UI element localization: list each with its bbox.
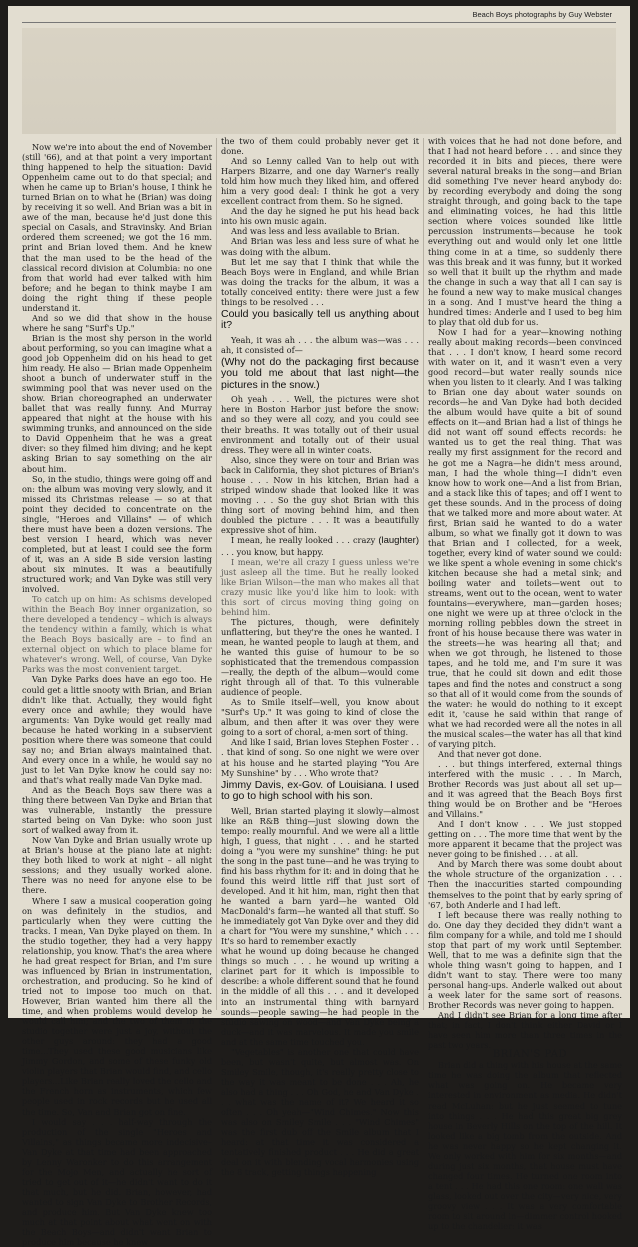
paragraph xyxy=(221,535,419,557)
paragraph: I left because there was really nothing to do. One day they decided they didn't want a film company for a while, and told me I should stop that part of my work until September. Well, that to me was a definite sign that the whole thing wasn't going to happen, and I didn't want to stay. There were too many personal hang-ups. Anderle walked out about a week later for the same sort of reasons. Brother Records was never going to happen. xyxy=(428,909,622,1011)
paragraph: Also, since they were on tour and Brian was back in California, they shot pictures of Brian's house . . . Now in his kitchen, Brian had a striped window shade that looked like it was moving . . . So the guy shot Brian with this thing sort of moving behind him, and then doubled the picture . . . It was a beautifully expressive shot of him. xyxy=(221,454,419,535)
paragraph: And I didn't see Brian for a long time after that; in fact, I don't think either David or I have seen him more than three times in the past two years. xyxy=(428,1010,622,1051)
column-1 xyxy=(22,142,212,1247)
magazine-page xyxy=(8,6,630,1247)
photo-credit: Beach Boys photographs by Guy Webster xyxy=(472,10,612,19)
interviewer-question: Jimmy Davis, ex-Gov. of Louisiana. I used to go to high school with his son. xyxy=(221,778,419,803)
column-divider xyxy=(423,138,424,1010)
paragraph: So, in the studio, things were going off and on: the album was moving very slowly, and it missed its Christmas release — so at that point they decided to concentrate on the single, "Heroes and Villains" — of which there must have been a dozen versions. The best version I heard, which was never completed, but at least I could see the form of it, was an A side B side version lasting about six minutes. It was a beautifully structured work; and Van Dyke was still very involved. xyxy=(22,473,212,595)
column-2 xyxy=(221,136,419,1178)
paragraph: Brian did a thing with his house at the same time he was doing the album that reflected what was going on. He became very interested in environment as media. He didn't read McLuhan: but he just seemed to tune into things . . . He had this great big grey house in Beverly Hills on the top of the hill. It looked like a big tomb from the outside. And he was never happy so he kept changing it. We only worked with him for six months—and during just six months, that house must have changed four times. He turned one room into a tent . . . He had this one room: one wall was glass, looked out over the city—very nice, very groovy view . . . It was a very comfortable room to sit around in—dimmer control hooked up to the chandelier: it was xyxy=(428,1060,622,1232)
paragraph: But let me say that I think that while the Beach Boys were in England, and while Brian was doing the tracks for the album, it was a totally conceived entity: there were just a few things to be resolved . . . xyxy=(221,256,419,307)
column-divider xyxy=(216,138,217,1010)
paragraph: . . . but things interfered, external things interfered with the music . . . In March, Brother Records was just about all set up—and it was agreed that the Beach Boys first thing would be on Brother and be "Heroes and Villains." xyxy=(428,758,622,820)
paragraph: And that never got done. xyxy=(438,748,542,759)
paragraph: Well, Brian started playing it slowly—almost like an R&B thing—just slowing down the tempo: really mournful. And we were all a little high, I guess, that night . . . and he started doing a "you were my sunshine" thing: he put the song in the past tune—and he was trying to find his bass rhythm for it: and in doing that he found this weird little riff that just sort of developed. And it hit him, man, right then that he wanted a barn yard—he wanted Old MacDonald's farm—he wanted all that stuff. So he immediately got Van Dyke over and they did a chart for "You were my sunshine," which . . . It's so hard to remember exactly xyxy=(221,805,419,947)
paragraph: And Brian was less and less sure of what he was doing with the album. xyxy=(221,236,419,257)
paragraph: Now Van Dyke and Brian usually wrote up at Brian's house at the piano late at night: they both liked to work at night – all night sessions; and they usually worked alone. There was no need for anyone else to be there. xyxy=(22,835,212,896)
paragraph: And as the Beach Boys saw there was a thing there between Van Dyke and Brian that was vulnerable, instantly the pressure started being on Van Dyke: who soon just sort of walked away from it. xyxy=(22,785,212,836)
paragraph: "Vegetables" is another one that could have been, but wasn't quite, but almost was. On Smiley Smile, though, it's really pretty close to the way it was meant to be done . . . Ah, he also had a thing . . . Oh God, he and Van Dyke . . . what was the name of it? We heard it so often . . . Oh yeah—"Wind Chimes." Now this was also on Smiley Smile . . . "Wind Chimes" was the first dub off the Smile album that I heard: at that time it was considered a tentatively finished product . . . He did a great deal on it with blending vocal harmonies using the 8 track, getting things happening xyxy=(221,1046,419,1178)
text: I mean, he really looked . . . crazy xyxy=(231,535,376,546)
column-3 xyxy=(428,136,622,1232)
paragraph: Yeah, it was ah . . . the album was—was . . . ah, it consisted of— xyxy=(221,334,419,355)
paragraph: Oh yeah . . . Well, the pictures were shot here in Boston Harbor just before the snow: and so they were all cozy, and you could see their breaths. It was totally out of their usual environment and totally out of their usual dress. They were all in winter coats. xyxy=(221,394,419,455)
paragraph: And so we did that show in the house where he sang "Surf's Up." xyxy=(22,312,212,333)
paragraph: And like I said, Brian loves Stephen Foster . . . that kind of song. So one night we were over at his house and he started playing "You Are My Sunshine" by . . . Who wrote that? xyxy=(221,737,419,778)
text: . . . you know, but happy. xyxy=(221,546,324,557)
paragraph: And so Lenny called Van to help out with Harpers Bizarre, and one day Warner's really told him how much they liked him, and offered him a very good deal: I think he got a very excellent contract from them. So he signed. xyxy=(221,156,419,207)
paragraph: To catch up on him: As schisms developed within the Beach Boy inner organization, so there developed a tendency – which is always the tendency within a family, which is what the Beach Boys basically are – to find an external object on which to place blame for whatever's wrong. Well, of course, Van Dyke Parks was the most convenient target. xyxy=(22,594,212,675)
paragraph: The pictures, though, were definitely unflattering, but they're the ones he wanted. I mean, he wanted people to laugh at them, and he wanted this guise of humour to be so sophisticated that the tremendous compassion—really, the depth of the album—would come right through all of that. To this vulnerable audience of people. xyxy=(221,616,419,698)
paragraph: I mean, we're all crazy I guess unless we're just asleep all the time. But he really looked like Brian Wilson—the man who makes all that crazy music like you'd like him to look: with this sort of circus moving thing going on behind him. xyxy=(221,556,419,617)
paragraph: As to Smile itself—well, you know about "Surf's Up." It was going to kind of close the album, and then after it was over they were going to a sort of choral, a-men sort of thing. xyxy=(221,697,419,738)
paragraph: And the day he signed he put his head back into his own music again. xyxy=(221,206,419,227)
top-rule xyxy=(22,22,616,23)
laughter-note: (laughter) xyxy=(378,535,419,547)
paragraph: And I don't know . . . We just stopped getting on . . . The more time that went by the more apparent it became that the project was never going to be finished . . . at all. xyxy=(428,819,622,860)
interviewer-question: Could you basically tell us anything about it? xyxy=(221,307,419,332)
interviewer-question: (Why not do the packaging first because you told me about that last night—the pictures in the snow.) xyxy=(221,355,419,391)
paragraph: what he wound up doing because he changed things so much . . . he wound up writing a clarinet part for it which is impossible to describe: a whole different sound that he found in the middle of all this . . . and it developed into an instrumental thing with barnyard sounds—people sawing—he had people in the studio sawing on wood—and Van Dyke being a duck—and it was marvelous. It made you smile and at the same time touched you. xyxy=(221,946,419,1047)
paragraph: Where I saw a musical cooperation going on was definitely in the studios, and particularly when they were cutting the tracks. I mean, Van Dyke played on them. In the studio together, they had a very happy relationship, you know. That's the area where he had great respect for Brian, and I'm sure was influenced by Brian in instrumentation, orchestration, and producing. So he kind of tried not to impose too much on that. However, Brian wanted him there all the time, and when problems would develop he would call him; and the two of them in the studio together were just a joy, without the other guys around: they had a good time...They used these good musicians like Jimmy Gordon, and some of these funky old violin players that Brian would find, and cello players...Like Brian really loved the cello and the French horn as instruments, which few people used in rock records but he used all the time. So, Van and Brian got on fine. xyxy=(22,895,212,1117)
paragraph: Now we're into about the end of November (still '66), and at that point a very important thing happened to help the situation: David Oppenheim came out to do that special; and when he came up to Brian's house, I think he turned Brian on to what he (Brian) was doing by receiving it so well. And Brian was a bit in awe of the man, because he'd just done this special on Casals, and Stravinsky. And Brian ordered them screened; we got the 16 mm. print and Brian loved them. And he knew that the man used to be the head of the classical record division at Columbia: no one from that world had ever talked with him before; and he began to think maybe I am doing the right thing if these people understand it. xyxy=(22,142,212,313)
paragraph: Van Dyke Parks does have an ego too. He could get a little snooty with Brian, and Brian didn't like that. Actually, they would fight every once and awhile; they would have arguments: Van Dyke would get really mad because he hated working in a subservient position where there was someone that could say no; and Brian always maintained that. And every once in a while, he would say no just to let Van Dyke know he could say no: and that's what really made Van Dyke mad. xyxy=(22,674,212,785)
paragraph: And was less and less available to Brian. xyxy=(231,226,400,237)
paragraph: And by March there was some doubt about the whole structure of the organization . . . Then the inaccurities started compounding themselves to the point that by early spring of '67, both Anderle and I had left. xyxy=(428,859,622,910)
section-subhead: BRIAN'S PAD xyxy=(492,1049,568,1061)
paragraph: I would say . . . half-way through the production of the single "Heroes and Villains," as things became more indecisive– Van Dyke at that time had been approached by Lenny Waronker to do this arrangement for the Mojo Men, and actually he sort of tried to get out of it—he didn't want to do it that much, but he did. Brian, however, had wanted to sign Van Dyke to Brother Records, and produce him. But Van Dyke knew too much at that point about what went on with the Beach Boys—and didn't want Brian to produce him because he knew xyxy=(22,1116,212,1247)
paragraph: the two of them could probably never get it done. xyxy=(221,136,419,157)
paragraph: Now I had for a year—knowing nothing really about making records—been convinced that . . . I don't know, I heard some record with water on it, and it wasn't even a very good record—but water really sounds nice when you listen to it clearly. And I was talking to Brian one day about water sounds on records—he and Van Dyke had both decided the album would have quite a bit of sound effects on it—and Brian had a list of things he did not want off sound effects records: he wanted us to get the real thing. That was really my first assignment for the record and he got me a Nagra—he didn't mess around, man, I had the whole thing—I didn't even know how to work one—And a list from Brian, and a stack like this of tapes; and off I went to get these sounds. And in the process of doing that we talked more and more about water. At first, Brian said he wanted to do a water album, so what we finally got it down to was that Brian and I collected, for a week, together, every kind of water sound we could: we like spent a whole evening in some chick's kitchen because she had a metal sink; and boiling water and toilets—went out to streams, went out to the ocean, went to water fountains—everywhere, man—garden hoses; one night we were up at three o'clock in the morning rolling pebbles down the street in front of his house because there was water in the streets—he was hearing all that; and when we got through, he listened to those tapes, and he told me, and I'm sure it was true, that he could sit down and edit those tapes and find the notes and construct a song so that all of it would come from the sounds of the water: he would do nothing to it except edit it, 'cause he said within that range of what we had recorded were all the notes in all the musical scales—the water has all that kind of varying pitch. xyxy=(428,326,622,749)
paragraph: with voices that he had not done before, and that I had not heard before . . . and since they recorded it in bits and pieces, there were several natural breaks in the song—and Brian did something I've never heard anybody do: by recording everybody and doing the song straight through, and going back to the tape and eliminating voices, he had this little section where voices sounded like little percussion instruments—because he took everything out and would only let one little thing come in at a time, so suddenly there was this break and it was funny, but it worked so well that it built up the rhythm and made the change in such a way that all I can say is he found a new way to make musical changes in a song. And I must've heard the thing a hundred times: Anderle and I used to beg him to play that old dub for us. xyxy=(428,136,622,327)
paragraph: Brian is the most shy person in the world about performing, so you can imagine what a good job Oppenheim did on his head to get him ready. He also — Brian made Oppenheim shoot a bunch of underwater stuff in the swimming pool that was never used on the show. Brian choreographed an underwater ballet that was really funny. And Murray appeared that night at the house with his swimming trunks, and announced on the side to David Oppenheim that he was a great diver: so they filmed him diving; and he kept asking Brian to say something on the air about him. xyxy=(22,332,212,474)
blank-photo-area xyxy=(22,28,616,134)
